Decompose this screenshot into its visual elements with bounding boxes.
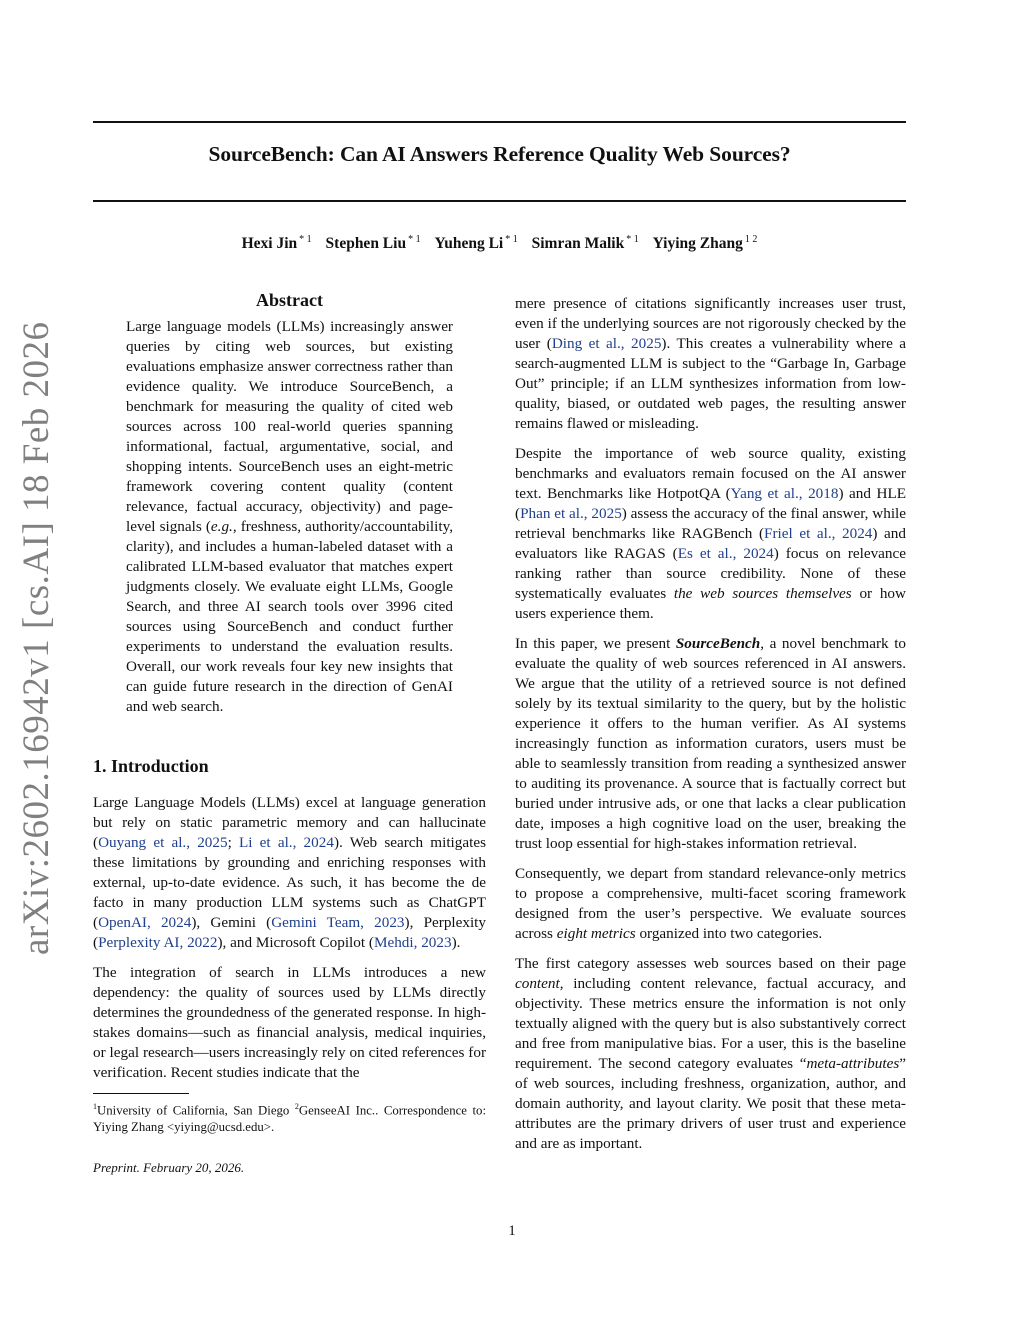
paper-title: SourceBench: Can AI Answers Reference Quality Web Sources? — [208, 142, 791, 166]
intro-paragraph-1: Large Language Models (LLMs) excel at language generation but rely on static parametric memory and can hallucinate (Ouyang et al., 2025; Li et al., 2024). Web search mitigates these limitations by grounding and enriching responses with external, up-to-date evidence. As such, it has become the de facto in many production LLM systems such as ChatGPT (OpenAI, 2024), Gemini (Gemini Team, 2023), Perplexity (Perplexity AI, 2022), and Microsoft Copilot (Mehdi, 2023). — [93, 794, 486, 951]
page-number: 1 — [508, 1223, 516, 1239]
author-3: Yuheng Li $^{* 1}$ — [434, 234, 518, 252]
author-1: Hexi Jin $^{* 1}$ — [241, 234, 312, 252]
author-list — [93, 234, 906, 253]
citation-link[interactable]: Li et al., 2024 — [239, 834, 334, 851]
citation-link[interactable]: Perplexity AI, 2022 — [98, 934, 218, 951]
intro-paragraph-6: Consequently, we depart from standard relevance-only metrics to propose a comprehensive, multi-facet scoring framework designed from the user’s perspective. We evaluate sources across eight metrics organized into two categories. — [515, 865, 906, 942]
citation-link[interactable]: Es et al., 2024 — [677, 545, 774, 562]
footnote-affiliations: $^1$University of California, San Diego $^2$GenseeAI Inc.. Correspondence to: Yiying Zhang <yiying@ucsd.edu>. — [93, 1102, 487, 1135]
citation-link[interactable]: Yang et al., 2018 — [730, 485, 839, 502]
citation-link[interactable]: Gemini Team, 2023 — [271, 914, 405, 931]
right-column — [515, 294, 906, 1164]
citation-link[interactable]: OpenAI, 2024 — [98, 914, 192, 931]
intro-paragraph-3: mere presence of citations significantly increases user trust, even if the underlying sources are not rigorously checked by the user (Ding et al., 2025). This creates a vulnerability where a search-augmented LLM is subject to the “Garbage In, Garbage Out” principle; if an LLM synthesizes information from low-quality, biased, or outdated web pages, the resulting answer remains flawed or misleading. — [515, 295, 907, 432]
intro-paragraph-4: Despite the importance of web source quality, existing benchmarks and evaluators remain focused on the AI answer text. Benchmarks like HotpotQA (Yang et al., 2018) and HLE (Phan et al., 2025) assess the accuracy of the final answer, while retrieval benchmarks like RAGBench (Friel et al., 2024) and evaluators like RAGAS (Es et al., 2024) focus on relevance ranking rather than source credibility. None of these systematically evaluates the web sources themselves or how users experience them. — [515, 445, 907, 622]
citation-link[interactable]: Mehdi, 2023 — [373, 934, 452, 951]
arxiv-identifier: arXiv:2602.16942v1 [cs.AI] 18 Feb 2026 — [16, 321, 57, 955]
section-heading-introduction: 1. Introduction — [93, 756, 209, 776]
intro-paragraph-2: The integration of search in LLMs introduces a new dependency: the quality of sources used by LLMs directly determines the groundedness of the generated response. In high-stakes domains—such as financial analysis, medical inquiries, or legal research—users increasingly rely on cited references for verification. Recent studies indicate that the — [93, 964, 486, 1081]
author-2: Stephen Liu $^{* 1}$ — [325, 234, 421, 252]
abstract-text: Large language models (LLMs) increasingly answer queries by citing web sources, but existing evaluations emphasize answer correctness rather than evidence quality. We introduce SourceBench, a benchmark for measuring the quality of cited web sources across 100 real-world queries spanning informational, factual, argumentative, social, and shopping intents. SourceBench uses an eight-metric framework covering content quality (content relevance, factual accuracy, objectivity) and page-level signals (e.g., freshness, authority/accountability, clarity), and includes a human-labeled dataset with a calibrated LLM-based evaluator that matches expert judgments closely. We evaluate eight LLMs, Google Search, and three AI search tools over 3996 cited sources using SourceBench and conduct further experiments to understand the evaluation results. Overall, our work reveals four key new insights that can guide future research in the direction of GenAI and web search. — [126, 318, 453, 715]
intro-paragraph-5: In this paper, we present SourceBench, a novel benchmark to evaluate the quality of web sources referenced in AI answers. We argue that the utility of a retrieved source is not defined solely by its textual similarity to the query, but by the holistic experience it offers to the human verifier. As AI systems increasingly function as information curators, users must be able to seamlessly transition from reading a synthesized answer to auditing its provenance. A source that is factually correct but buried under intrusive ads, or one that lacks a clear publication date, imposes a high cognitive load on the user, breaking the trust loop essential for high-stakes information retrieval. — [515, 635, 907, 852]
title-rule-bottom — [93, 200, 906, 202]
preprint-notice: Preprint. February 20, 2026. — [93, 1160, 245, 1176]
author-5: Yiying Zhang $^{1 2}$ — [652, 234, 758, 252]
title-rule-top — [93, 121, 906, 123]
citation-link[interactable]: Friel et al., 2024 — [764, 525, 873, 542]
left-column — [93, 290, 486, 1176]
citation-link[interactable]: Phan et al., 2025 — [520, 505, 622, 522]
abstract-body — [126, 317, 453, 717]
citation-link[interactable]: Ding et al., 2025 — [551, 335, 662, 352]
footnote-rule — [93, 1093, 189, 1094]
abstract-heading: Abstract — [256, 290, 323, 310]
author-4: Simran Malik $^{* 1}$ — [531, 234, 639, 252]
citation-link[interactable]: Ouyang et al., 2025 — [98, 834, 228, 851]
intro-paragraph-7: The first category assesses web sources based on their page content, including content relevance, factual accuracy, and objectivity. These metrics ensure the information is not only textually aligned with the query but is also substantively correct and free from manipulative bias. For a user, this is the baseline requirement. The second category evaluates “meta-attributes” of web sources, including freshness, organization, author, and domain authority, and layout clarity. We posit that these meta-attributes are the primary drivers of user trust and experience and are as important. — [515, 955, 906, 1152]
